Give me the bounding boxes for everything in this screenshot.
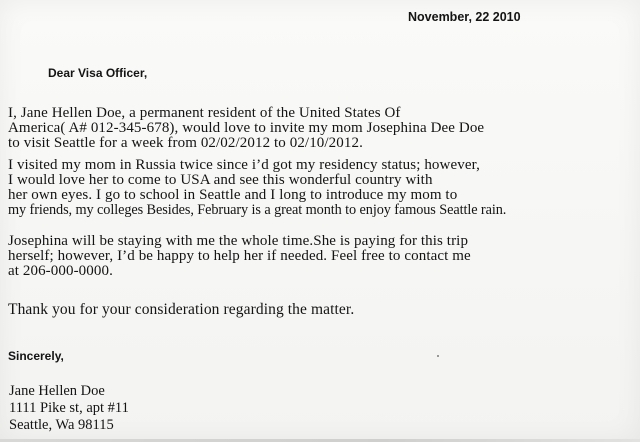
letter-date: November, 22 2010 — [408, 10, 521, 24]
paragraph-line: I, Jane Hellen Doe, a permanent resident of the United States Of — [8, 105, 401, 121]
paragraph-line: her own eyes. I go to school in Seattle and I long to introduce my mom to — [8, 187, 458, 203]
paragraph-line: America( A# 012-345-678), would love to invite my mom Josephina Dee Doe — [8, 120, 485, 136]
paragraph-line: to visit Seattle for a week from 02/02/2012 to 02/10/2012. — [8, 135, 363, 151]
paragraph-line: I visited my mom in Russia twice since i’d got my residency status; however, — [8, 157, 480, 173]
paragraph-reason — [8, 158, 506, 218]
salutation: Dear Visa Officer, — [48, 66, 148, 80]
paragraph-line: Thank you for your consideration regarding the matter. — [8, 301, 355, 318]
signature-name: Jane Hellen Doe — [9, 383, 105, 399]
paragraph-line: at 206-000-0000. — [8, 263, 113, 279]
signature-street: 1111 Pike st, apt #11 — [9, 400, 129, 416]
paragraph-stay — [8, 234, 471, 279]
paragraph-line: herself; however, I’d be happy to help her if needed. Feel free to contact me — [8, 248, 471, 264]
paragraph-thanks — [8, 302, 354, 317]
paragraph-line: my friends, my colleges Besides, February is a great month to enjoy famous Seattle rain. — [8, 202, 507, 218]
scan-speck — [437, 355, 439, 357]
paragraph-line: I would love her to come to USA and see this wonderful country with — [8, 172, 433, 188]
paragraph-line: Josephina will be staying with me the whole time.She is paying for this trip — [8, 233, 469, 249]
signature-block — [9, 383, 129, 434]
closing: Sincerely, — [8, 349, 64, 363]
paragraph-invitation — [8, 106, 484, 151]
signature-city: Seattle, Wa 98115 — [9, 417, 114, 433]
